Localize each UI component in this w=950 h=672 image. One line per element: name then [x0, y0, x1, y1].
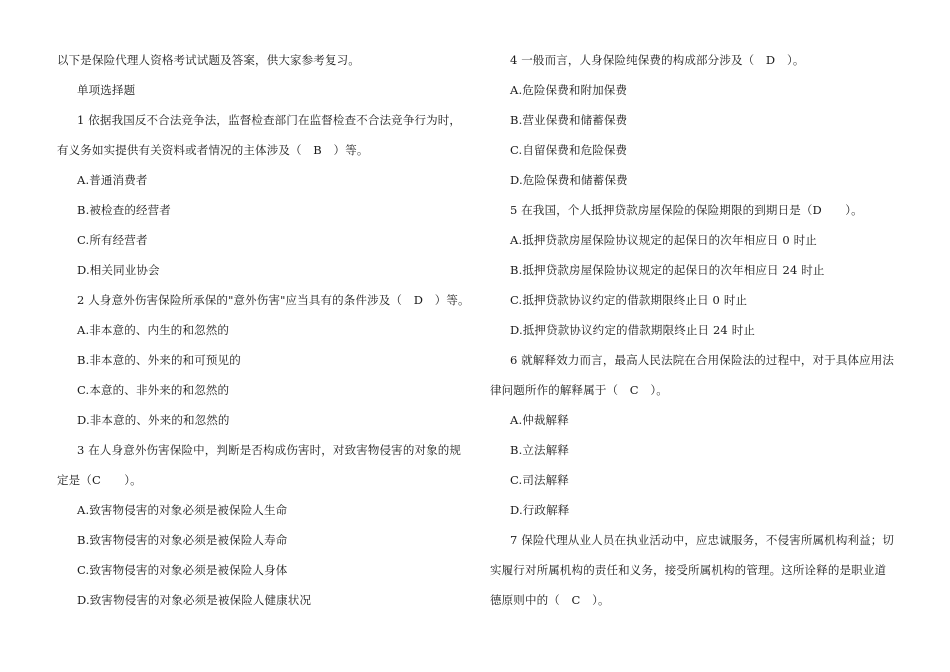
question-6-option-d: D.行政解释	[510, 503, 570, 517]
question-2-option-c: C.本意的、非外来的和忽然的	[77, 383, 230, 397]
question-2-option-a: A.非本意的、内生的和忽然的	[77, 323, 230, 337]
question-3-option-d: D.致害物侵害的对象必须是被保险人健康状况	[77, 593, 312, 607]
question-3-option-c: C.致害物侵害的对象必须是被保险人身体	[77, 563, 288, 577]
question-4-option-c: C.自留保费和危险保费	[510, 143, 628, 157]
question-4-option-d: D.危险保费和储蓄保费	[510, 173, 628, 187]
question-5-option-a: A.抵押贷款房屋保险协议规定的起保日的次年相应日 0 时止	[510, 233, 817, 247]
question-1-option-d: D.相关同业协会	[77, 263, 160, 277]
question-4-option-a: A.危险保费和附加保费	[510, 83, 628, 97]
question-7-stem-line-3: 德原则中的（ C ）。	[490, 593, 610, 607]
question-5-option-b: B.抵押贷款房屋保险协议规定的起保日的次年相应日 24 时止	[510, 263, 825, 277]
question-1-option-b: B.被检查的经营者	[77, 203, 171, 217]
question-6-option-b: B.立法解释	[510, 443, 570, 457]
question-1-option-a: A.普通消费者	[77, 173, 148, 187]
question-1-option-c: C.所有经营者	[77, 233, 148, 247]
question-6-stem-line-1: 6 就解释效力而言，最高人民法院在合用保险法的过程中，对于具体应用法	[510, 353, 895, 367]
question-5-stem-line-1: 5 在我国，个人抵押贷款房屋保险的保险期限的到期日是（D ）。	[510, 203, 863, 217]
question-4-stem-line-1: 4 一般而言，人身保险纯保费的构成部分涉及（ D ）。	[510, 53, 805, 67]
question-6-option-a: A.仲裁解释	[510, 413, 569, 427]
question-5-option-d: D.抵押贷款协议约定的借款期限终止日 24 时止	[510, 323, 756, 337]
question-1-stem-line-1: 1 依据我国反不合法竞争法，监督检查部门在监督检查不合法竞争行为时，	[77, 113, 462, 127]
question-3-stem-line-2: 定是（C ）。	[57, 473, 142, 487]
question-7-stem-line-2: 实履行对所属机构的责任和义务，接受所属机构的管理。这所诠释的是职业道	[490, 563, 887, 577]
question-2-option-d: D.非本意的、外来的和忽然的	[77, 413, 230, 427]
question-7-stem-line-1: 7 保险代理从业人员在执业活动中，应忠诚服务，不侵害所属机构利益；切	[510, 533, 895, 547]
question-6-stem-line-2: 律问题所作的解释属于（ C ）。	[490, 383, 668, 397]
intro-text: 以下是保险代理人资格考试试题及答案，供大家参考复习。	[57, 53, 360, 67]
question-6-option-c: C.司法解释	[510, 473, 569, 487]
question-3-option-a: A.致害物侵害的对象必须是被保险人生命	[77, 503, 288, 517]
question-5-option-c: C.抵押贷款协议约定的借款期限终止日 0 时止	[510, 293, 748, 307]
question-3-option-b: B.致害物侵害的对象必须是被保险人寿命	[77, 533, 288, 547]
question-3-stem-line-1: 3 在人身意外伤害保险中，判断是否构成伤害时，对致害物侵害的对象的规	[77, 443, 462, 457]
question-2-option-b: B.非本意的、外来的和可预见的	[77, 353, 241, 367]
question-4-option-b: B.营业保费和储蓄保费	[510, 113, 628, 127]
section-heading: 单项选择题	[77, 83, 136, 97]
question-1-stem-line-2: 有义务如实提供有关资料或者情况的主体涉及（ B ）等。	[57, 143, 369, 157]
question-2-stem-line-1: 2 人身意外伤害保险所承保的"意外伤害"应当具有的条件涉及（ D ）等。	[77, 293, 470, 307]
